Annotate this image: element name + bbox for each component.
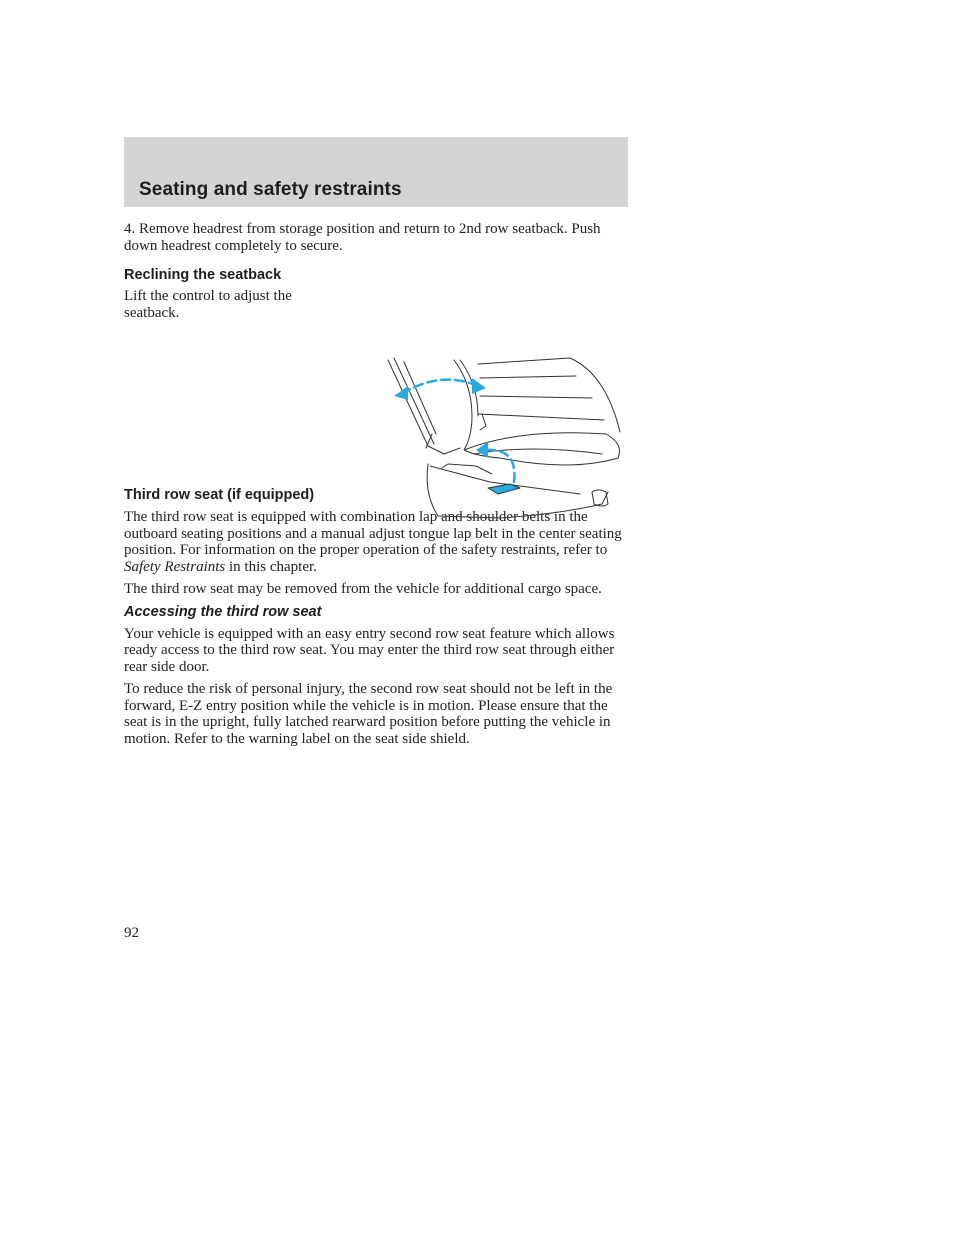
third-row-p1-end: in this chapter.: [225, 558, 317, 575]
accessing-heading: Accessing the third row seat: [124, 603, 322, 620]
page-content: [124, 221, 628, 753]
seatback-frame: [388, 358, 436, 446]
reclining-heading: Reclining the seatback: [124, 267, 282, 283]
lever-lift-arrow: [486, 450, 514, 482]
section-title: Seating and safety restraints: [139, 179, 402, 200]
page-number: 92: [124, 925, 139, 941]
third-row-heading: Third row seat (if equipped): [124, 487, 315, 503]
reclining-text: Lift the control to adjust the seatback.: [124, 288, 292, 321]
third-row-p1-start: The third row seat is equipped with combination lap and shoulder belts in the outboard seating positions and a manual adjust tongue lap belt in the center seating position. For information on the proper operation of the safety restraints, refer to: [124, 509, 622, 558]
seat-recline-illustration: [380, 354, 625, 519]
recline-arc-arrow: [402, 380, 478, 394]
recline-arrowhead-right: [472, 378, 486, 394]
accessing-paragraph-2: To reduce the risk of personal injury, the second row seat should not be left in the forward, E-Z entry position while the vehicle is in motion. Please ensure that the seat is in the upright, fully latched rearward position before putting the vehicle in motion. Refer to the warning label on the seat side shield.: [124, 681, 613, 747]
step-4-text: 4. Remove headrest from storage position and return to 2nd row seatback. Push down headrest completely to secure.: [124, 221, 601, 254]
section-header-band: [124, 137, 628, 207]
third-row-paragraph-2: The third row seat may be removed from the vehicle for additional cargo space.: [124, 581, 602, 597]
seatback-cushion: [454, 360, 472, 450]
safety-restraints-reference: Safety Restraints: [124, 558, 226, 575]
accessing-paragraph-1: Your vehicle is equipped with an easy entry second row seat feature which allows ready access to the third row seat. You may enter the third row seat through either rear side door.: [124, 625, 615, 675]
reclining-section: [124, 288, 628, 482]
